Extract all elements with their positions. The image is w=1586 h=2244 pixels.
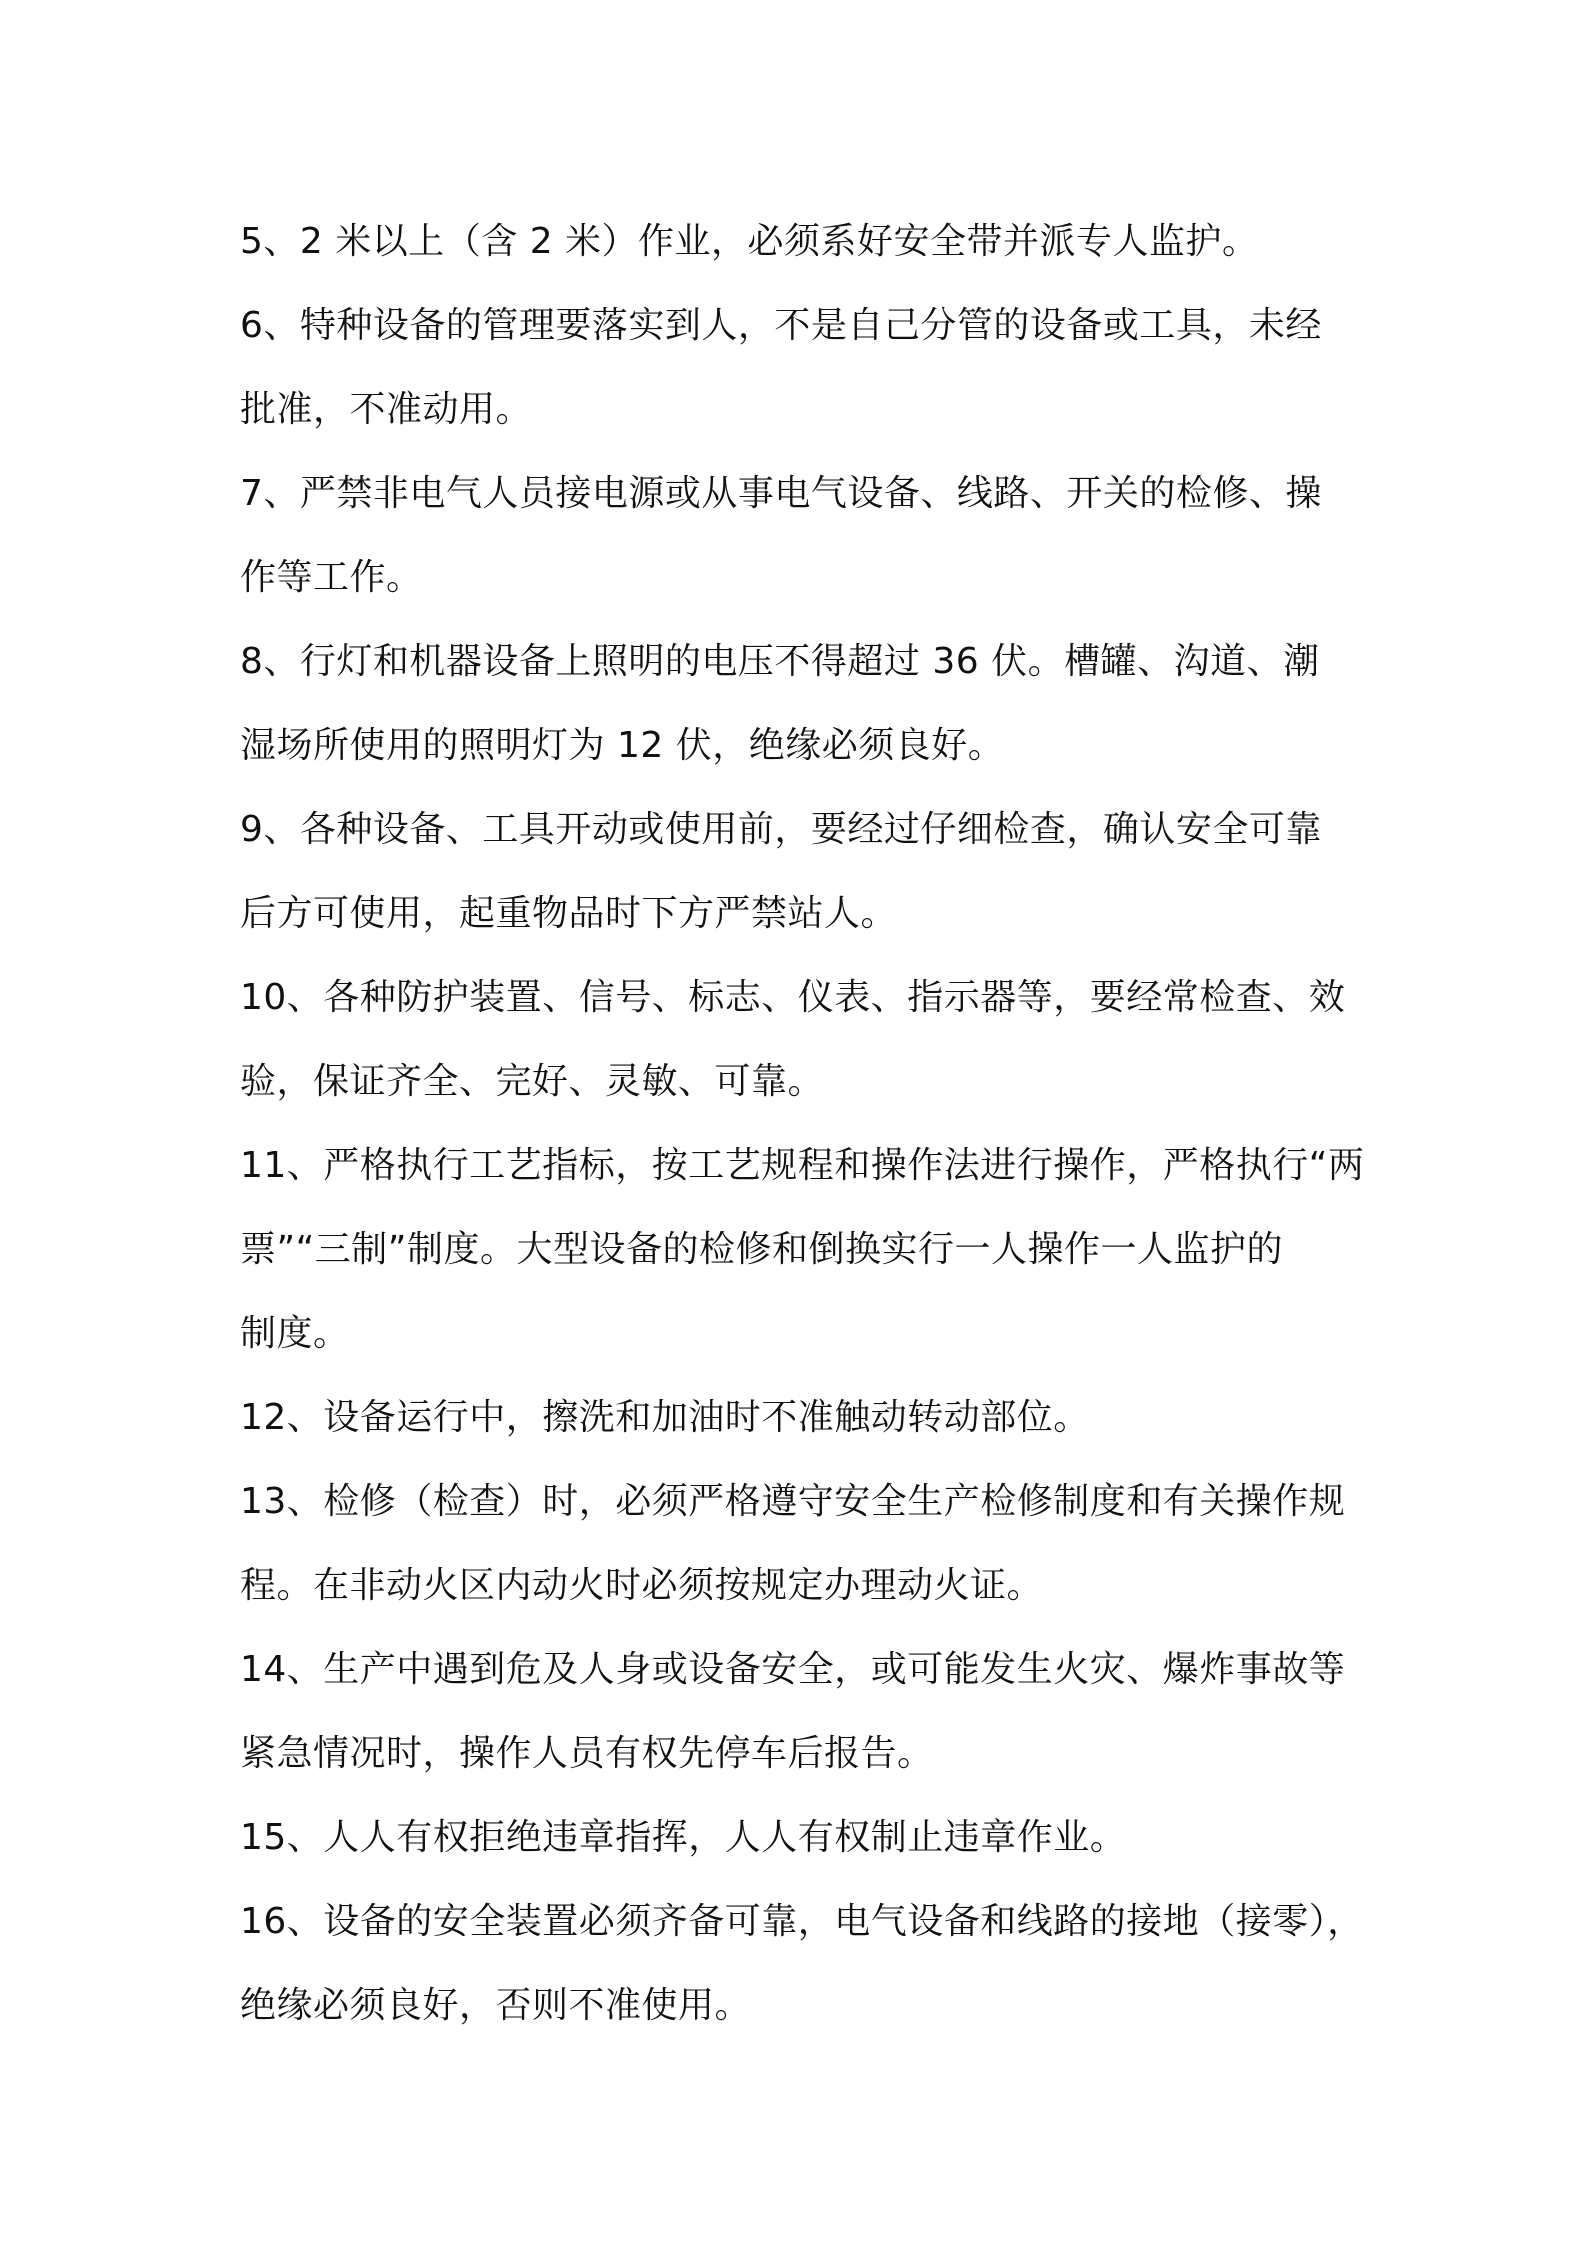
regulation-line: 批准，不准动用。	[240, 389, 533, 430]
regulation-item-9	[240, 788, 1380, 956]
regulation-line: 票”“三制”制度。大型设备的检修和倒换实行一人操作一人监护的	[240, 1229, 1283, 1270]
regulation-line: 12、设备运行中，擦洗和加油时不准触动转动部位。	[240, 1397, 1090, 1438]
regulation-line: 作等工作。	[240, 557, 423, 598]
regulation-line: 8、行灯和机器设备上照明的电压不得超过 36 伏。槽罐、沟道、潮	[240, 641, 1320, 682]
regulation-line: 紧急情况时，操作人员有权先停车后报告。	[240, 1733, 934, 1774]
regulation-line: 10、各种防护装置、信号、标志、仪表、指示器等，要经常检查、效	[240, 977, 1346, 1018]
regulation-line: 16、设备的安全装置必须齐备可靠，电气设备和线路的接地（接零），	[240, 1901, 1364, 1942]
regulation-line: 5、2 米以上（含 2 米）作业，必须系好安全带并派专人监护。	[240, 221, 1259, 262]
regulation-item-15	[240, 1796, 1380, 1880]
regulation-line: 14、生产中遇到危及人身或设备安全，或可能发生火灾、爆炸事故等	[240, 1649, 1346, 1690]
regulation-line: 验，保证齐全、完好、灵敏、可靠。	[240, 1061, 825, 1102]
regulation-item-8	[240, 620, 1380, 788]
regulation-list	[240, 200, 1380, 2048]
regulation-item-7	[240, 452, 1380, 620]
regulation-line: 9、各种设备、工具开动或使用前，要经过仔细检查，确认安全可靠	[240, 809, 1322, 850]
regulation-item-13	[240, 1460, 1380, 1628]
regulation-line: 15、人人有权拒绝违章指挥，人人有权制止违章作业。	[240, 1817, 1127, 1858]
regulation-line: 绝缘必须良好，否则不准使用。	[240, 1985, 752, 2026]
regulation-line: 制度。	[240, 1313, 350, 1354]
regulation-item-16	[240, 1880, 1380, 2048]
regulation-item-14	[240, 1628, 1380, 1796]
regulation-item-6	[240, 284, 1380, 452]
regulation-line: 湿场所使用的照明灯为 12 伏，绝缘必须良好。	[240, 725, 1005, 766]
regulation-item-11	[240, 1124, 1380, 1376]
regulation-item-12	[240, 1376, 1380, 1460]
regulation-item-5	[240, 200, 1380, 284]
regulation-line: 6、特种设备的管理要落实到人，不是自己分管的设备或工具，未经	[240, 305, 1322, 346]
regulation-line: 13、检修（检查）时，必须严格遵守安全生产检修制度和有关操作规	[240, 1481, 1346, 1522]
regulation-item-10	[240, 956, 1380, 1124]
regulation-line: 11、严格执行工艺指标，按工艺规程和操作法进行操作，严格执行“两	[240, 1145, 1365, 1186]
regulation-line: 后方可使用，起重物品时下方严禁站人。	[240, 893, 898, 934]
regulation-line: 程。在非动火区内动火时必须按规定办理动火证。	[240, 1565, 1044, 1606]
regulation-line: 7、严禁非电气人员接电源或从事电气设备、线路、开关的检修、操	[240, 473, 1322, 514]
